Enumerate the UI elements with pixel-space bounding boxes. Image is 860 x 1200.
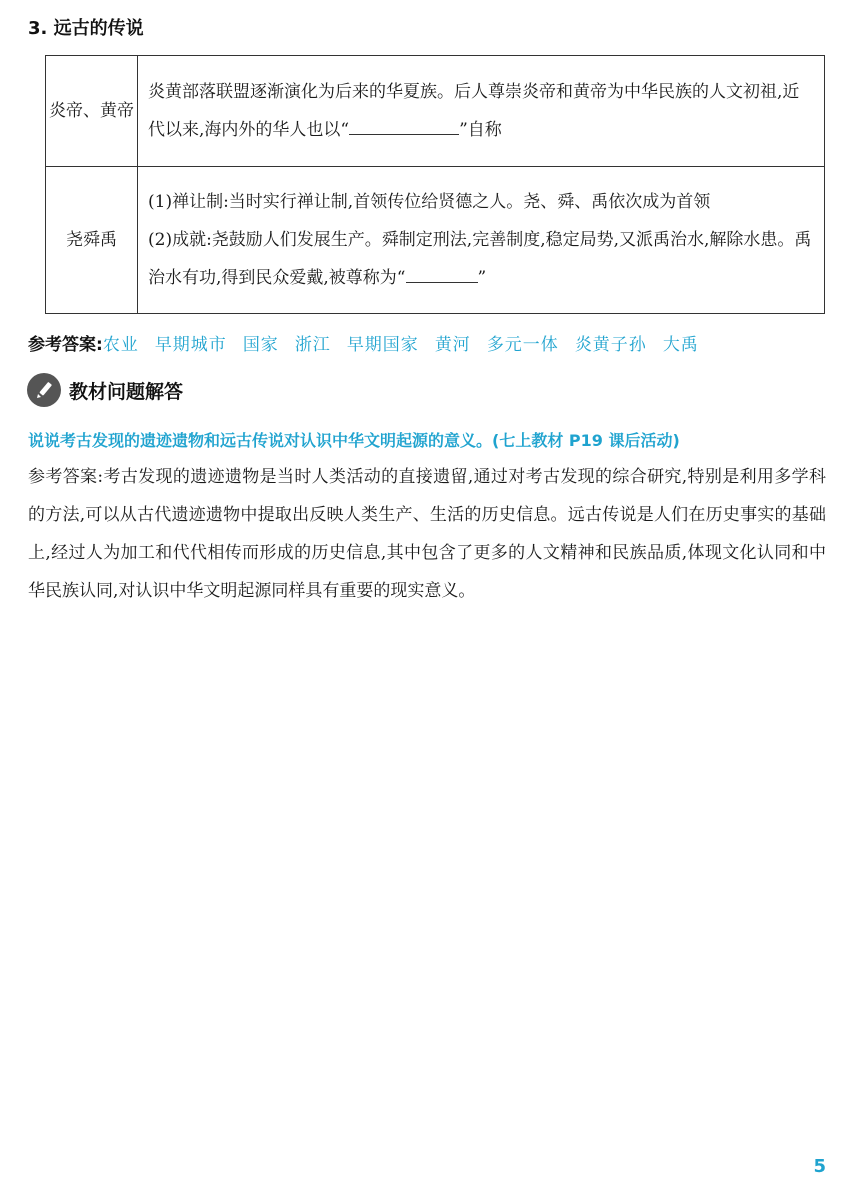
row-line: [148, 221, 814, 297]
section-title: 3. 远古的传说: [28, 18, 144, 39]
fill-blank: [349, 112, 459, 135]
qa-title: 教材问题解答: [69, 380, 184, 403]
question: 说说考古发现的遗迹遗物和远古传说对认识中华文明起源的意义。(七上教材 P19 课后活动): [28, 431, 680, 450]
answer-label: 参考答案:: [28, 335, 103, 355]
qa-header: [27, 373, 183, 407]
table-row: [46, 56, 825, 167]
row-text: (2)成就:尧鼓励人们发展生产。舜制定刑法,完善制度,稳定局势,又派禹治水,解除水患。禹治水有功,得到民众爱戴,被尊称为“: [148, 230, 812, 288]
fill-blank: [406, 260, 478, 283]
answer-item: 大禹: [662, 335, 699, 355]
answer-key: [28, 330, 715, 355]
row-body-yanhuang: [138, 56, 825, 167]
answer-items: [103, 335, 715, 355]
table-row: [46, 167, 825, 314]
row-head-yaoshunyu: 尧舜禹: [46, 167, 138, 314]
answer-paragraph: 参考答案:考古发现的遗迹遗物是当时人类活动的直接遗留,通过对考古发现的综合研究,特别是利用多学科的方法,可以从古代遗迹遗物中提取出反映人类生产、生活的历史信息。远古传说是人们在历史事实的基础上,经过人为加工和代代相传而形成的历史信息,其中包含了更多的人文精神和民族品质,体现文化认同和中华民族认同,对认识中华文明起源同样具有重要的现实意义。: [28, 467, 826, 601]
answer-item: 多元一体: [486, 335, 559, 355]
row-text: ”自称: [459, 120, 502, 140]
answer-item: 早期城市: [154, 335, 227, 355]
pencil-icon: [27, 373, 61, 407]
row-text: ”: [477, 268, 487, 288]
answer-item: 黄河: [434, 335, 471, 355]
answer-item: 炎黄子孙: [574, 335, 647, 355]
row-line: (1)禅让制:当时实行禅让制,首领传位给贤德之人。尧、舜、禹依次成为首领: [148, 192, 711, 212]
legend-table: [45, 55, 825, 314]
answer-item: 国家: [242, 335, 279, 355]
answer-item: 早期国家: [346, 335, 419, 355]
row-text: 炎黄部落联盟逐渐演化为后来的华夏族。后人尊崇炎帝和黄帝为中华民族的人文初祖,近代以来,海内外的华人也以“: [148, 82, 800, 140]
page-number: 5: [813, 1156, 826, 1177]
answer-item: 浙江: [294, 335, 331, 355]
row-body-yaoshunyu: [138, 167, 825, 314]
row-head-yanhuang: 炎帝、黄帝: [46, 56, 138, 167]
answer-item: 农业: [102, 335, 139, 355]
